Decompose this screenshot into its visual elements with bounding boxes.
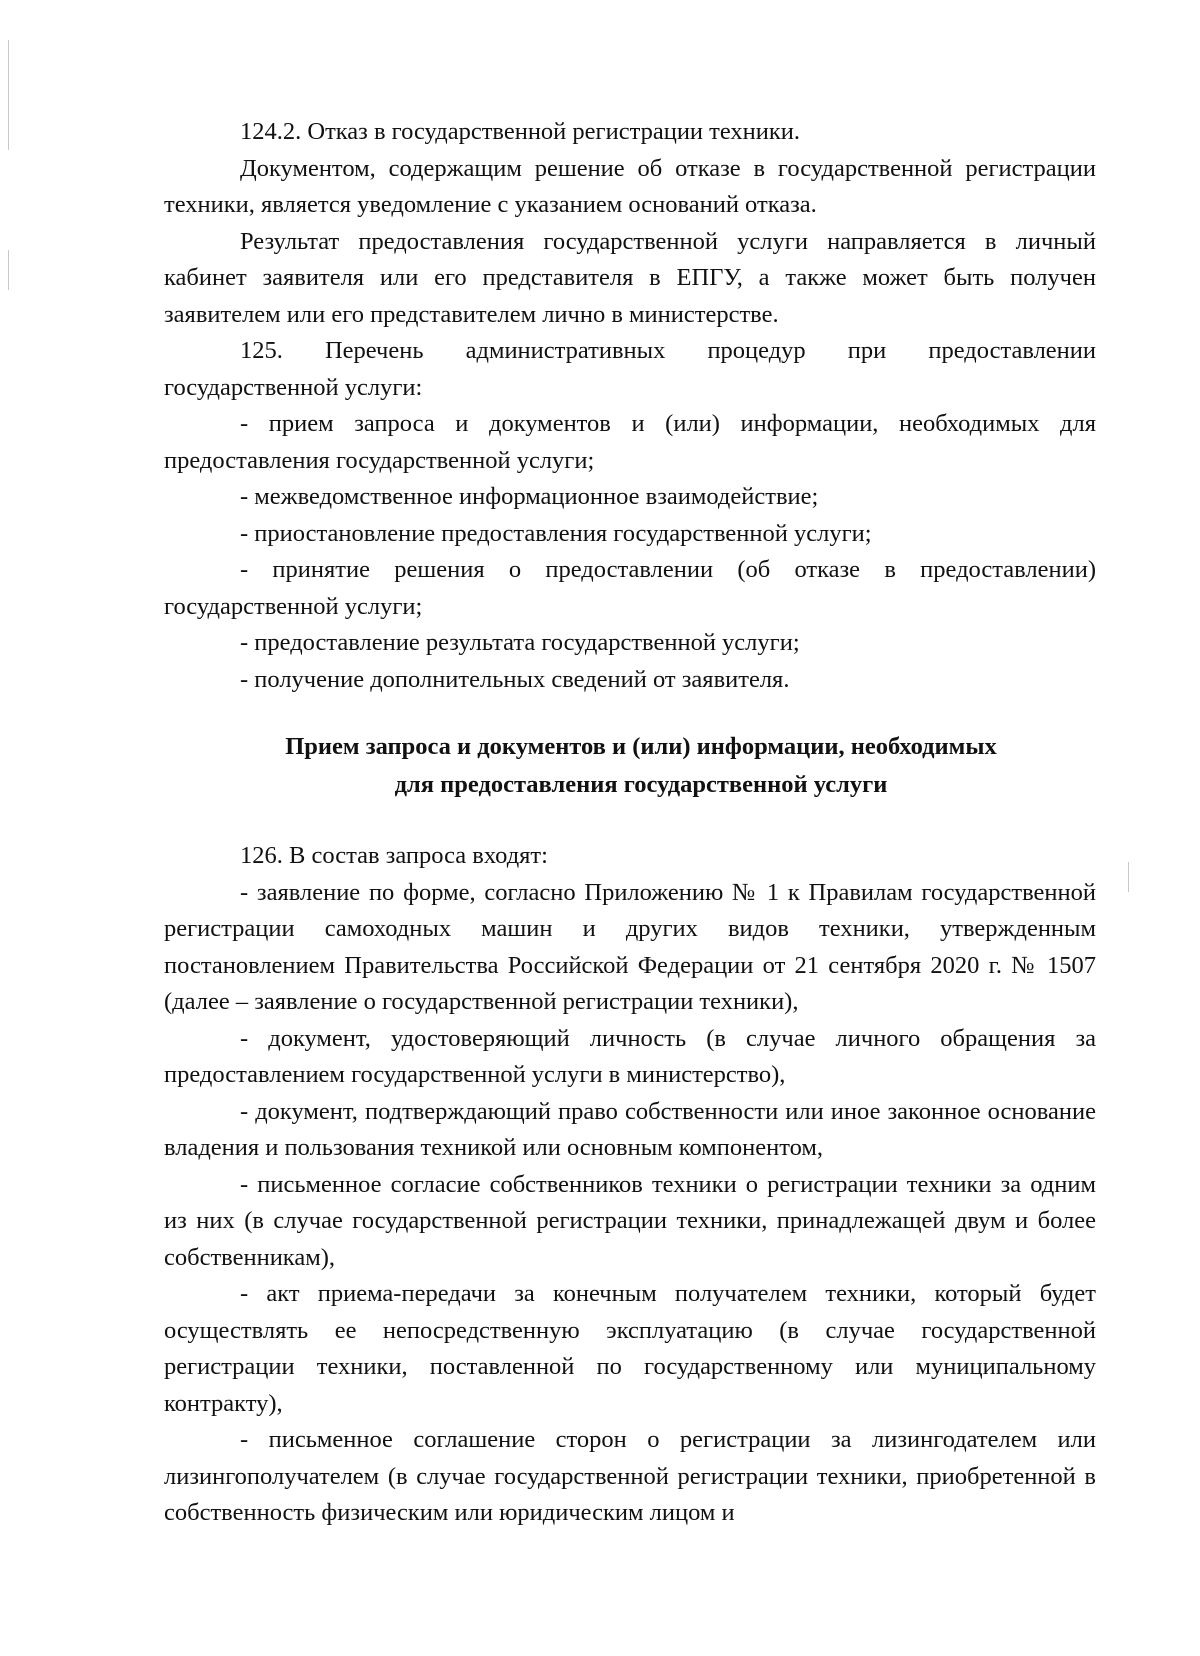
paragraph: 126. В состав запроса входят:	[240, 842, 548, 869]
list-item: - заявление по форме, согласно Приложению № 1 к Правилам государственной регистрации самоходных машин и других видов техники, утвержденным постановлением Правительства Российской Федерации от 21 сентября 2020 г. № 1507 (далее – заявление о государственной регистрации техники),	[164, 878, 1096, 1015]
paragraph: Результат предоставления государственной услуги направляется в личный кабинет заявителя или его представителя в ЕПГУ, а также может быть получен заявителем или его представителем лично в министерстве.	[164, 227, 1096, 328]
scan-edge-mark	[1128, 862, 1129, 892]
section-heading-line: для предоставления государственной услуги	[394, 771, 888, 798]
section-heading	[164, 728, 1096, 804]
list-item: - документ, удостоверяющий личность (в случае личного обращения за предоставлением государственной услуги в министерство),	[164, 1024, 1096, 1088]
scan-edge-mark	[8, 250, 9, 290]
section-heading-line: Прием запроса и документов и (или) информации, необходимых	[285, 733, 997, 760]
paragraph: 125. Перечень административных процедур при предоставлении государственной услуги:	[164, 337, 1096, 401]
list-item: - получение дополнительных сведений от заявителя.	[240, 665, 790, 693]
list-item: - письменное согласие собственников техники о регистрации техники за одним из них (в случае государственной регистрации техники, принадлежащей двум и более собственникам),	[164, 1170, 1096, 1271]
list-item: - межведомственное информационное взаимодействие;	[240, 483, 819, 510]
list-item: - письменное соглашение сторон о регистрации за лизингодателем или лизингополучателем (в случае государственной регистрации техники, приобретенной в собственность физическим или юридическим лицом и	[164, 1426, 1096, 1526]
paragraph: Документом, содержащим решение об отказе в государственной регистрации техники, является уведомление с указанием оснований отказа.	[164, 154, 1096, 218]
list-item: - акт приема-передачи за конечным получателем техники, который будет осуществлять ее непосредственную эксплуатацию (в случае государственной регистрации техники, поставленной по государственному или муниципальному контракту),	[164, 1280, 1096, 1417]
paragraph: 124.2. Отказ в государственной регистрации техники.	[240, 118, 801, 145]
list-item: - предоставление результата государственной услуги;	[240, 629, 800, 656]
list-item: - документ, подтверждающий право собственности или иное законное основание владения и пользования техникой или основным компонентом,	[164, 1097, 1096, 1161]
list-item: - прием запроса и документов и (или) информации, необходимых для предоставления государственной услуги;	[164, 410, 1096, 474]
list-item: - приостановление предоставления государственной услуги;	[240, 519, 872, 547]
document-body	[164, 114, 1096, 1532]
list-item: - принятие решения о предоставлении (об отказе в предоставлении) государственной услуги;	[164, 556, 1096, 620]
scan-edge-mark	[8, 40, 9, 150]
